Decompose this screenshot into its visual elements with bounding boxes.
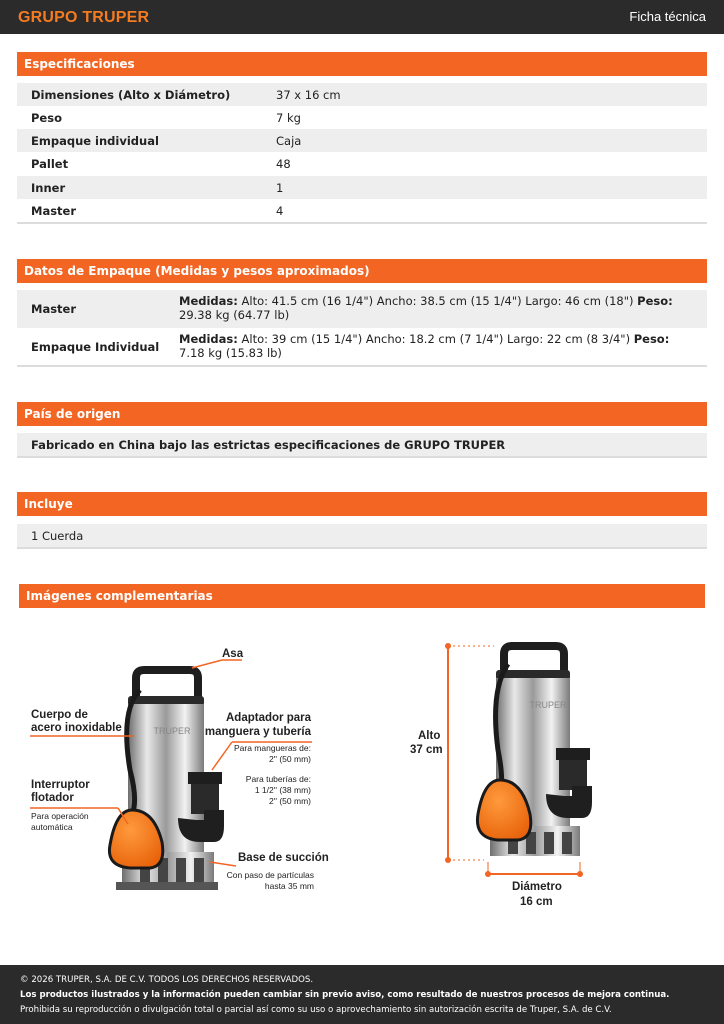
- measures-label: Medidas:: [179, 332, 238, 346]
- spec-label: Empaque individual: [31, 134, 159, 148]
- dimension-alto-value: 37 cm: [410, 744, 443, 756]
- measures-value: Alto: 41.5 cm (16 1/4") Ancho: 38.5 cm (15 1/4") Largo: 46 cm (18"): [241, 294, 634, 308]
- callout-cuerpo-1: Cuerpo de: [31, 709, 88, 721]
- specs-header: Especificaciones: [17, 52, 707, 76]
- weight-value: 7.18 kg (15.83 lb): [179, 346, 282, 360]
- section-divider: [17, 222, 707, 224]
- callout-mangueras-2: 2'' (50 mm): [269, 754, 311, 764]
- callout-base-note-1: Con paso de partículas: [226, 870, 314, 880]
- footer-legal: Prohibida su reproducción o divulgación total o parcial así como su uso o aprovechamiento sin autorización escrita de Truper, S.A. de C.V.: [20, 1005, 612, 1015]
- spec-value: 37 x 16 cm: [276, 88, 341, 102]
- spec-value: 7 kg: [276, 111, 301, 125]
- spec-label: Pallet: [31, 157, 69, 171]
- includes-header: Incluye: [17, 492, 707, 516]
- callout-interruptor-note-2: automática: [31, 822, 73, 832]
- footer: [0, 965, 724, 1024]
- section-divider: [17, 456, 707, 458]
- callout-mangueras-1: Para mangueras de:: [233, 743, 311, 753]
- pump-dimensions-image: [362, 630, 724, 920]
- includes-row: [17, 524, 707, 547]
- packaging-header: Datos de Empaque (Medidas y pesos aproximados): [17, 259, 707, 283]
- brand-logo: GRUPO TRUPER: [18, 9, 150, 26]
- pump-features-image: [0, 630, 362, 920]
- document-type: Ficha técnica: [629, 9, 706, 24]
- spec-value: 48: [276, 157, 291, 171]
- spec-label: Dimensiones (Alto x Diámetro): [31, 88, 231, 102]
- spec-label: Inner: [31, 181, 66, 195]
- callout-adaptador-1: Adaptador para: [226, 712, 311, 724]
- packaging-value: [179, 294, 697, 322]
- pump-dimension-illustration: [362, 630, 724, 920]
- spec-row: [17, 83, 707, 106]
- dimension-alto-label: Alto: [418, 730, 441, 742]
- origin-text: Fabricado en China bajo las estrictas especificaciones de GRUPO TRUPER: [31, 438, 506, 452]
- callout-base-note-2: hasta 35 mm: [264, 881, 314, 891]
- origin-header: País de origen: [17, 402, 707, 426]
- spec-row: [17, 106, 707, 129]
- callout-asa: Asa: [222, 648, 244, 660]
- dimension-diametro-value: 16 cm: [520, 896, 553, 908]
- weight-label: Peso:: [633, 332, 670, 346]
- callout-base: Base de succión: [238, 852, 329, 864]
- measures-value: Alto: 39 cm (15 1/4") Ancho: 18.2 cm (7 1/4") Largo: 22 cm (8 3/4"): [241, 332, 631, 346]
- callout-tuberias-3: 2'' (50 mm): [269, 796, 311, 806]
- callout-tuberias-2: 1 1/2'' (38 mm): [254, 785, 311, 795]
- spec-label: Master: [31, 204, 77, 218]
- callout-adaptador-2: manguera y tubería: [204, 726, 311, 738]
- spec-value: 4: [276, 204, 284, 218]
- footer-notice: Los productos ilustrados y la información pueden cambiar sin previo aviso, como resultado de nuestros procesos de mejora continua.: [20, 990, 670, 1000]
- product-brand-mark: TRUPER: [153, 726, 191, 736]
- spec-row: [17, 129, 707, 152]
- spec-value: 1: [276, 181, 284, 195]
- spec-label: Peso: [31, 111, 62, 125]
- dimension-diametro-label: Diámetro: [512, 881, 562, 893]
- spec-row: [17, 152, 707, 175]
- callout-cuerpo-2: acero inoxidable: [31, 722, 122, 734]
- measures-label: Medidas:: [179, 294, 238, 308]
- callout-interruptor-2: flotador: [31, 792, 74, 804]
- packaging-row: [17, 290, 707, 328]
- top-bar: [0, 0, 724, 34]
- spec-value: Caja: [276, 134, 302, 148]
- product-brand-mark: TRUPER: [529, 700, 567, 710]
- section-divider: [17, 547, 707, 549]
- section-divider: [17, 365, 707, 367]
- images-header: Imágenes complementarias: [19, 584, 705, 608]
- callout-tuberias-1: Para tuberías de:: [245, 774, 311, 784]
- packaging-row: [17, 328, 707, 366]
- weight-label: Peso:: [637, 294, 673, 308]
- callout-interruptor-note-1: Para operación: [31, 811, 89, 821]
- packaging-label: Empaque Individual: [31, 340, 160, 354]
- includes-item: 1 Cuerda: [31, 529, 84, 543]
- footer-copyright: © 2026 TRUPER, S.A. DE C.V. TODOS LOS DERECHOS RESERVADOS.: [20, 975, 314, 985]
- origin-row: [17, 433, 707, 456]
- spec-row: [17, 199, 707, 222]
- weight-value: 29.38 kg (64.77 lb): [179, 308, 290, 322]
- callout-interruptor-1: Interruptor: [31, 779, 90, 791]
- packaging-value: [179, 332, 697, 360]
- spec-row: [17, 176, 707, 199]
- packaging-label: Master: [31, 302, 77, 316]
